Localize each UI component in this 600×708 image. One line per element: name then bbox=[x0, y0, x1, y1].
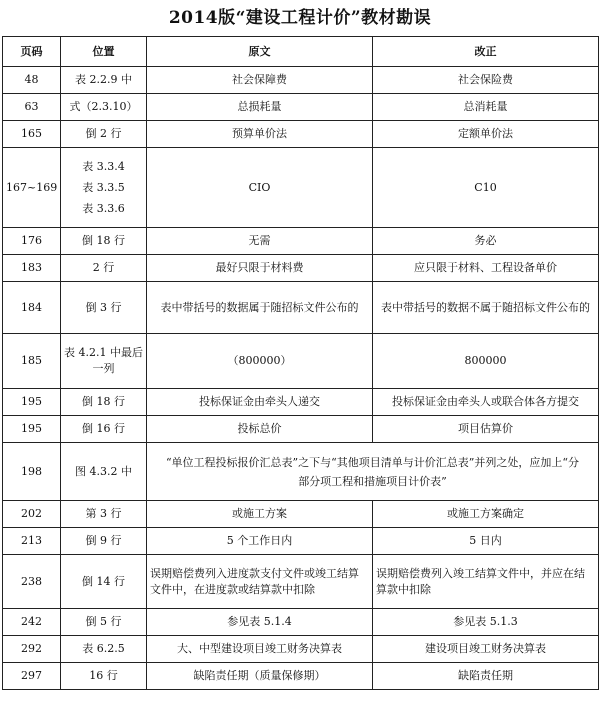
original-cell: CIO bbox=[147, 148, 373, 228]
original-cell: 误期赔偿费列入进度款支付文件或竣工结算文件中，在进度款或结算款中扣除 bbox=[147, 555, 373, 609]
page-cell: 185 bbox=[3, 334, 61, 389]
original-cell: 社会保障费 bbox=[147, 67, 373, 94]
table-row bbox=[3, 663, 599, 690]
original-cell: （800000） bbox=[147, 334, 373, 389]
position-cell: 倒 16 行 bbox=[61, 416, 147, 443]
position-cell: 表 4.2.1 中最后一列 bbox=[61, 334, 147, 389]
table-row bbox=[3, 416, 599, 443]
correction-cell: 总消耗量 bbox=[373, 94, 599, 121]
position-cell: 图 4.3.2 中 bbox=[61, 443, 147, 501]
page-cell: 195 bbox=[3, 416, 61, 443]
page-title: 2014版“建设工程计价”教材勘误 bbox=[168, 8, 432, 28]
correction-cell: 表中带括号的数据不属于随招标文件公布的 bbox=[373, 282, 599, 334]
position-cell: 倒 5 行 bbox=[61, 609, 147, 636]
table-row bbox=[3, 501, 599, 528]
original-cell: 投标保证金由牵头人递交 bbox=[147, 389, 373, 416]
table-row bbox=[3, 528, 599, 555]
correction-cell: 项目估算价 bbox=[373, 416, 599, 443]
page-cell: 63 bbox=[3, 94, 61, 121]
position-cell: 16 行 bbox=[61, 663, 147, 690]
header-correction: 改正 bbox=[373, 37, 599, 67]
original-cell: 最好只限于材料费 bbox=[147, 255, 373, 282]
position-cell: 表 2.2.9 中 bbox=[61, 67, 147, 94]
page-cell: 183 bbox=[3, 255, 61, 282]
correction-cell: 缺陷责任期 bbox=[373, 663, 599, 690]
table-header-row bbox=[3, 37, 599, 67]
table-row bbox=[3, 228, 599, 255]
correction-cell: 或施工方案确定 bbox=[373, 501, 599, 528]
correction-cell: 5 日内 bbox=[373, 528, 599, 555]
table-row bbox=[3, 636, 599, 663]
position-cell: 倒 2 行 bbox=[61, 121, 147, 148]
header-page: 页码 bbox=[3, 37, 61, 67]
original-cell: 大、中型建设项目竣工财务决算表 bbox=[147, 636, 373, 663]
original-cell: 投标总价 bbox=[147, 416, 373, 443]
correction-cell: 务必 bbox=[373, 228, 599, 255]
page-cell: 167~169 bbox=[3, 148, 61, 228]
table-row bbox=[3, 94, 599, 121]
page-cell: 238 bbox=[3, 555, 61, 609]
position-line: 表 3.3.5 bbox=[82, 181, 125, 194]
correction-cell: 社会保险费 bbox=[373, 67, 599, 94]
position-cell: 式（2.3.10） bbox=[61, 94, 147, 121]
original-cell: 或施工方案 bbox=[147, 501, 373, 528]
table-row bbox=[3, 282, 599, 334]
correction-cell: C10 bbox=[373, 148, 599, 228]
correction-cell: 投标保证金由牵头人或联合体各方提交 bbox=[373, 389, 599, 416]
original-cell: 5 个工作日内 bbox=[147, 528, 373, 555]
table-row bbox=[3, 255, 599, 282]
correction-cell: 800000 bbox=[373, 334, 599, 389]
correction-cell: 参见表 5.1.3 bbox=[373, 609, 599, 636]
page-cell: 292 bbox=[3, 636, 61, 663]
original-cell: 参见表 5.1.4 bbox=[147, 609, 373, 636]
position-cell: 倒 3 行 bbox=[61, 282, 147, 334]
position-cell: 倒 18 行 bbox=[61, 389, 147, 416]
page-cell: 297 bbox=[3, 663, 61, 690]
position-line: 表 3.3.6 bbox=[82, 202, 125, 215]
original-cell: 总损耗量 bbox=[147, 94, 373, 121]
table-row bbox=[3, 389, 599, 416]
original-cell: 预算单价法 bbox=[147, 121, 373, 148]
errata-table bbox=[2, 36, 599, 690]
position-cell: 2 行 bbox=[61, 255, 147, 282]
page-cell: 213 bbox=[3, 528, 61, 555]
position-cell: 倒 9 行 bbox=[61, 528, 147, 555]
original-cell: 无需 bbox=[147, 228, 373, 255]
page-cell: 242 bbox=[3, 609, 61, 636]
table-row bbox=[3, 443, 599, 501]
page-cell: 48 bbox=[3, 67, 61, 94]
page-cell: 165 bbox=[3, 121, 61, 148]
page-cell: 184 bbox=[3, 282, 61, 334]
correction-cell: 应只限于材料、工程设备单价 bbox=[373, 255, 599, 282]
correction-cell: 定额单价法 bbox=[373, 121, 599, 148]
position-cell: 倒 14 行 bbox=[61, 555, 147, 609]
table-row bbox=[3, 148, 599, 228]
position-line: 表 3.3.4 bbox=[82, 160, 125, 173]
header-original: 原文 bbox=[147, 37, 373, 67]
merged-correction-cell: “单位工程投标报价汇总表”之下与“其他项目清单与计价汇总表”并列之处，应加上“分部分项工程和措施项目计价表” bbox=[147, 443, 599, 501]
position-cell bbox=[61, 148, 147, 228]
table-row bbox=[3, 555, 599, 609]
position-cell: 倒 18 行 bbox=[61, 228, 147, 255]
correction-cell: 误期赔偿费列入竣工结算文件中，并应在结算款中扣除 bbox=[373, 555, 599, 609]
original-cell: 表中带括号的数据属于随招标文件公布的 bbox=[147, 282, 373, 334]
position-cell: 表 6.2.5 bbox=[61, 636, 147, 663]
table-row bbox=[3, 67, 599, 94]
table-row bbox=[3, 334, 599, 389]
page-cell: 195 bbox=[3, 389, 61, 416]
table-row bbox=[3, 121, 599, 148]
position-cell: 第 3 行 bbox=[61, 501, 147, 528]
correction-cell: 建设项目竣工财务决算表 bbox=[373, 636, 599, 663]
table-row bbox=[3, 609, 599, 636]
page-cell: 198 bbox=[3, 443, 61, 501]
original-cell: 缺陷责任期（质量保修期） bbox=[147, 663, 373, 690]
page-cell: 202 bbox=[3, 501, 61, 528]
page-cell: 176 bbox=[3, 228, 61, 255]
header-position: 位置 bbox=[61, 37, 147, 67]
